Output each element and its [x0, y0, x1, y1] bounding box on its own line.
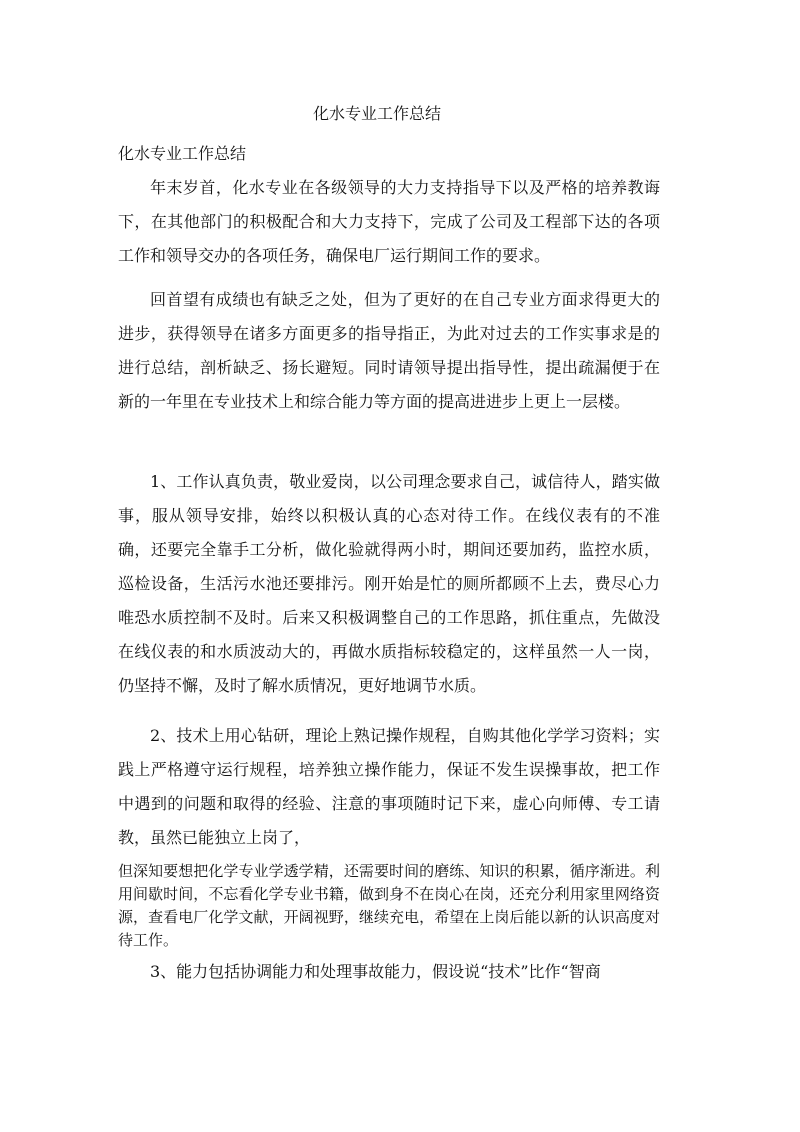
document-title: 化水专业工作总结	[312, 104, 441, 123]
paragraph-intro: 年末岁首，化水专业在各级领导的大力支持指导下以及严格的培养教诲下，在其他部门的积极配合和大力支持下，完成了公司及工程部下达的各项工作和领导交办的各项任务，确保电厂运行期间工作的要求。	[118, 178, 660, 265]
paragraph-item-2-continued: 但深知要想把化学专业学透学精，还需要时间的磨练、知识的积累，循序渐进。利用间歇时间，不忘看化学专业书籍，做到身不在岗心在岗，还充分利用家里网络资源，查看电厂化学文献，开阔视野，继续充电，希望在上岗后能以新的认识高度对待工作。	[118, 862, 660, 949]
paragraph-item-1: 1、工作认真负责，敬业爱岗，以公司理念要求自己，诚信待人，踏实做事，服从领导安排，始终以积极认真的心态对待工作。在线仪表有的不准确，还要完全靠手工分析，做化验就得两小时，期间还要加药，监控水质，巡检设备，生活污水池还要排污。刚开始是忙的厕所都顾不上去，费尽心力唯恐水质控制不及时。后来又积极调整自己的工作思路，抓住重点，先做没在线仪表的和水质波动大的，再做水质指标较稳定的，这样虽然一人一岗，仍坚持不懈，及时了解水质情况，更好地调节水质。	[118, 472, 660, 695]
paragraph-item-2: 2、技术上用心钻研，理论上熟记操作规程，自购其他化学学习资料；实践上严格遵守运行规程，培养独立操作能力，保证不发生误操事故，把工作中遇到的问题和取得的经验、注意的事项随时记下来，虚心向师傅、专工请教，虽然已能独立上岗了，	[118, 726, 660, 847]
paragraph-item-3: 3、能力包括协调能力和处理事故能力，假设说“技术”比作“智商	[150, 962, 601, 981]
paragraph-review: 回首望有成绩也有缺乏之处，但为了更好的在自己专业方面求得更大的进步，获得领导在诸多方面更多的指导指正，为此对过去的工作实事求是的进行总结，剖析缺乏、扬长避短。同时请领导提出指导性，提出疏漏便于在新的一年里在专业技术上和综合能力等方面的提高进进步上更上一层楼。	[118, 290, 660, 411]
section-heading: 化水专业工作总结	[118, 144, 247, 163]
